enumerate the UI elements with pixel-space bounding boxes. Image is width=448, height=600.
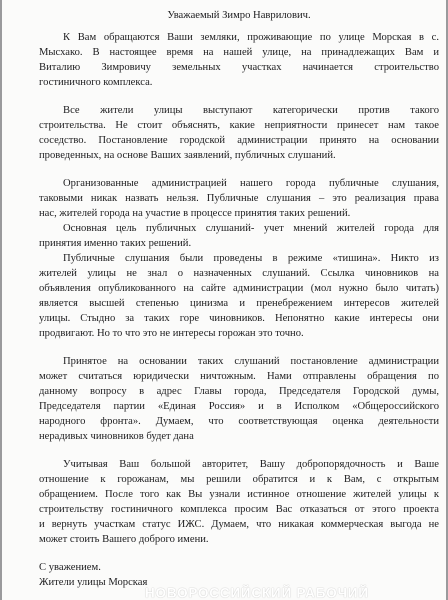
- text-line: Председателя партии «Единая Россия» и в Исполком «Общероссийского: [39, 401, 439, 412]
- paragraph-1: [39, 30, 439, 90]
- text-line: отношение к горожанам, мы решили обратится и к Вам, с открытым: [39, 474, 439, 485]
- text-line: и вернуть участкам статус ИЖС. Думаем, что никакая коммерческая выгода не: [39, 519, 439, 530]
- text-line: может стоить Вашего доброго имени.: [39, 534, 209, 545]
- paragraph-3: [39, 176, 439, 221]
- text-line: продвигают. Но то что это не интересы горожан это точно.: [39, 328, 304, 339]
- text-line: Организованные администрацией нашего города публичные слушания,: [63, 178, 439, 189]
- text-line: проведенных, на основе Ваших заявлений, публичных слушаний.: [39, 150, 336, 161]
- letter-closing: С уважением.: [39, 562, 101, 573]
- letter-body: [39, 8, 439, 590]
- paragraph-4: [39, 221, 439, 251]
- publication-watermark: НОВОРОССИЙСКИЙ РАБОЧИЙ: [145, 585, 369, 600]
- letter-page: [2, 0, 446, 600]
- text-line: обращением. После того как Вы узнали истинное отношение жителей улицы к: [39, 489, 439, 500]
- paragraph-2: [39, 103, 439, 163]
- text-line: улицы. Стыдно за таких горе чиновников. Непонятно какие интересы они: [39, 313, 439, 324]
- text-line: является высшей степенью цинизма и пренебрежением интересов жителей: [39, 298, 439, 309]
- text-line: гостиничного комплекса.: [39, 77, 153, 88]
- text-line: нас, жителей города на участие в процессе принятия таких решений.: [39, 208, 351, 219]
- text-line: народного фронта». Думаем, что соответствующая оценка деятельности: [39, 416, 439, 427]
- text-line: объявления опубликованного на сайте администрации (мол нужно было читать): [39, 283, 439, 294]
- text-line: Мысхако. В настоящее время на нашей улице, на принадлежащих Вам и: [39, 47, 439, 58]
- text-line: Принятое на основании таких слушаний постановление администрации: [63, 356, 439, 367]
- text-line: принятия именно таких решений.: [39, 238, 192, 249]
- text-line: Все жители улицы выступают категорически против такого: [63, 105, 439, 116]
- paragraph-5: [39, 251, 439, 341]
- paragraph-6: [39, 354, 439, 444]
- text-line: данному вопросу в адрес Главы города, Председателя Городской думы,: [39, 386, 439, 397]
- text-line: может считаться юридически ничтожным. Нами отправлены обращения по: [39, 371, 439, 382]
- letter-greeting: Уважаемый Зимро Наврилович.: [167, 10, 311, 21]
- text-line: Основная цель публичных слушаний- учет мнений жителей города для: [63, 223, 439, 234]
- text-line: нерадивых чиновников будет дана: [39, 431, 194, 442]
- paragraph-7: [39, 457, 439, 547]
- text-line: Публичные слушания были проведены в режиме «тишина». Никто из: [63, 253, 439, 264]
- text-line: жителей улицы не знал о назначенных слушаний. Ссылка чиновников на: [39, 268, 439, 279]
- text-line: таковыми никак назвать нельзя. Публичные слушания – это реализация права: [39, 193, 439, 204]
- text-line: строительства. Не стоит объяснять, какие неприятности принесет нам такое: [39, 120, 439, 131]
- text-line: Виталию Зимровичу земельных участках начинается строительство: [39, 62, 439, 73]
- text-line: строительству гостиничного комплекса просим Вас отказаться от этого проекта: [39, 504, 439, 515]
- text-line: Учитывая Ваш большой авторитет, Вашу добропорядочность и Ваше: [63, 459, 439, 470]
- text-line: К Вам обращаются Ваши земляки, проживающие по улице Морская в с.: [63, 32, 439, 43]
- letter-signature: Жители улицы Морская: [39, 577, 148, 588]
- text-line: соседство. Постановление городской администрации принято на основании: [39, 135, 439, 146]
